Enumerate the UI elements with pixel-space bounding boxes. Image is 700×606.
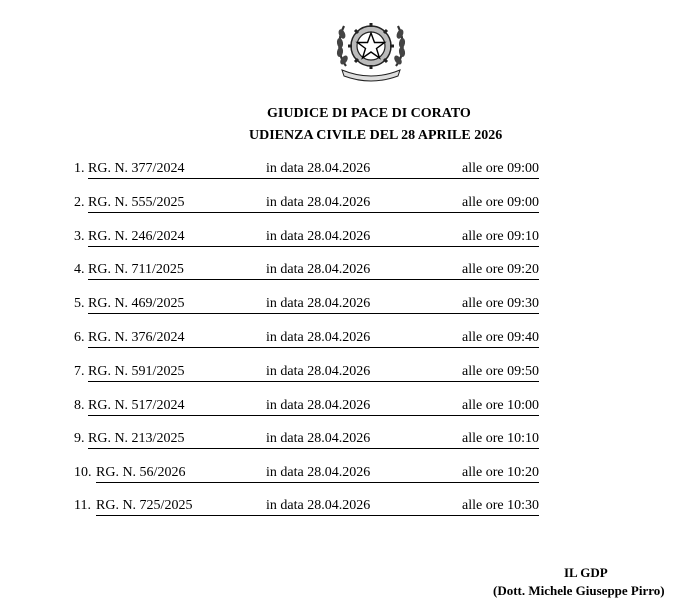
hearing-title: UDIENZA CIVILE DEL 28 APRILE 2026	[249, 128, 503, 143]
hearing-date: in data 28.04.2026	[266, 262, 371, 277]
hearing-time: alle ore 09:40	[462, 330, 539, 345]
case-number: RG. N. 469/2025	[88, 296, 185, 311]
hearing-time: alle ore 09:20	[462, 262, 539, 277]
hearing-date: in data 28.04.2026	[266, 195, 371, 210]
list-item	[74, 229, 539, 247]
hearing-time: alle ore 09:30	[462, 296, 539, 311]
list-item	[74, 296, 539, 314]
list-item	[74, 262, 539, 280]
hearing-time: alle ore 09:10	[462, 229, 539, 244]
item-number: 4.	[74, 262, 85, 277]
item-number: 11.	[74, 498, 91, 513]
list-item	[74, 330, 539, 348]
hearing-time: alle ore 10:30	[462, 498, 539, 513]
court-title: GIUDICE DI PACE DI CORATO	[267, 106, 471, 121]
case-number: RG. N. 711/2025	[88, 262, 184, 277]
case-number: RG. N. 591/2025	[88, 364, 185, 379]
list-item	[74, 498, 539, 516]
case-number: RG. N. 246/2024	[88, 229, 185, 244]
hearing-date: in data 28.04.2026	[266, 161, 371, 176]
hearing-time: alle ore 10:00	[462, 398, 539, 413]
item-number: 10.	[74, 465, 92, 480]
list-item	[74, 431, 539, 449]
list-item	[74, 398, 539, 416]
item-number: 2.	[74, 195, 85, 210]
case-number: RG. N. 213/2025	[88, 431, 185, 446]
hearing-time: alle ore 09:00	[462, 195, 539, 210]
item-number: 8.	[74, 398, 85, 413]
italian-republic-emblem-icon	[334, 12, 408, 82]
hearing-time: alle ore 10:20	[462, 465, 539, 480]
hearing-date: in data 28.04.2026	[266, 364, 371, 379]
case-number: RG. N. 725/2025	[96, 498, 193, 513]
item-number: 6.	[74, 330, 85, 345]
signature-title: IL GDP	[564, 565, 608, 580]
hearing-date: in data 28.04.2026	[266, 330, 371, 345]
case-number: RG. N. 517/2024	[88, 398, 185, 413]
case-number: RG. N. 377/2024	[88, 161, 185, 176]
list-item	[74, 195, 539, 213]
list-item	[74, 465, 539, 483]
case-number: RG. N. 56/2026	[96, 465, 186, 480]
hearing-date: in data 28.04.2026	[266, 296, 371, 311]
hearing-date: in data 28.04.2026	[266, 498, 371, 513]
hearing-date: in data 28.04.2026	[266, 465, 371, 480]
hearing-date: in data 28.04.2026	[266, 229, 371, 244]
item-number: 7.	[74, 364, 85, 379]
hearing-date: in data 28.04.2026	[266, 398, 371, 413]
list-item	[74, 161, 539, 179]
case-number: RG. N. 555/2025	[88, 195, 185, 210]
item-number: 9.	[74, 431, 85, 446]
hearing-date: in data 28.04.2026	[266, 431, 371, 446]
hearing-time: alle ore 10:10	[462, 431, 539, 446]
list-item	[74, 364, 539, 382]
item-number: 5.	[74, 296, 85, 311]
hearing-time: alle ore 09:00	[462, 161, 539, 176]
item-number: 3.	[74, 229, 85, 244]
case-number: RG. N. 376/2024	[88, 330, 185, 345]
hearing-time: alle ore 09:50	[462, 364, 539, 379]
item-number: 1.	[74, 161, 85, 176]
signature-name: (Dott. Michele Giuseppe Pirro)	[493, 583, 665, 598]
